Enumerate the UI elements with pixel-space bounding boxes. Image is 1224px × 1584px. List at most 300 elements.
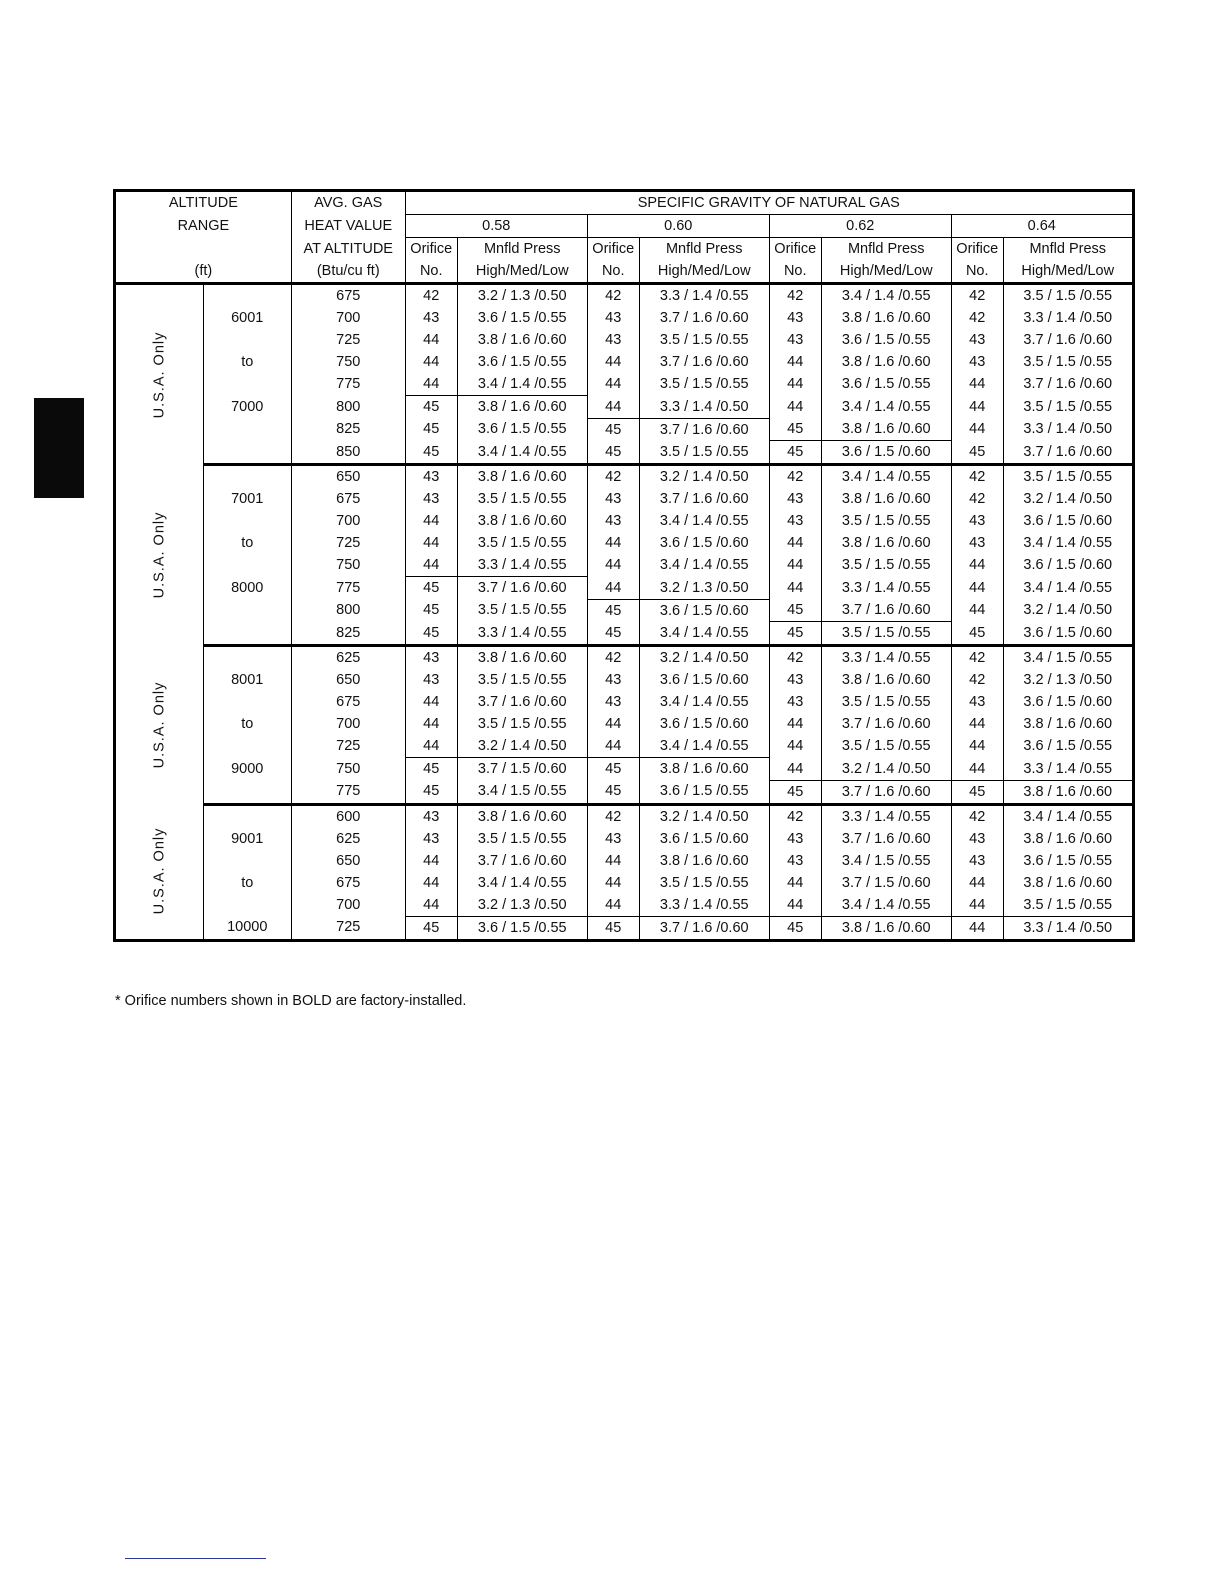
orifice-number-cell: 44 [769, 872, 821, 894]
manifold-pressure-cell: 3.6 / 1.5 /0.60 [639, 669, 769, 691]
manifold-pressure-cell: 3.3 / 1.4 /0.50 [1003, 916, 1133, 940]
table-row [115, 894, 1134, 917]
orifice-number-cell: 44 [405, 872, 457, 894]
orifice-number-cell: 44 [405, 329, 457, 351]
manifold-pressure-cell: 3.6 / 1.5 /0.60 [1003, 622, 1133, 646]
manifold-pressure-cell: 3.7 / 1.6 /0.60 [1003, 441, 1133, 465]
press-sub-label: High/Med/Low [457, 260, 587, 284]
manifold-pressure-cell: 3.4 / 1.4 /0.55 [821, 396, 951, 419]
orifice-number-cell: 43 [951, 532, 1003, 554]
manifold-pressure-cell: 3.3 / 1.4 /0.50 [1003, 307, 1133, 329]
manifold-pressure-cell: 3.6 / 1.5 /0.55 [821, 329, 951, 351]
manifold-pressure-cell: 3.8 / 1.6 /0.60 [821, 351, 951, 373]
altitude-range-cell [203, 510, 291, 532]
altitude-range-cell: 8000 [203, 577, 291, 600]
manifold-pressure-cell: 3.6 / 1.5 /0.55 [457, 351, 587, 373]
orifice-number-cell: 45 [769, 780, 821, 804]
orifice-number-cell: 45 [587, 418, 639, 441]
orifice-number-cell: 44 [769, 532, 821, 554]
altitude-range-cell [203, 622, 291, 646]
press-sub-label: High/Med/Low [1003, 260, 1133, 284]
heat-value-cell: 800 [291, 599, 405, 622]
manifold-pressure-cell: 3.6 / 1.5 /0.60 [639, 599, 769, 622]
orifice-number-cell: 45 [587, 780, 639, 804]
region-label [115, 646, 204, 805]
orifice-number-cell: 44 [405, 373, 457, 396]
altitude-range-cell [203, 735, 291, 758]
orifice-number-cell: 45 [405, 758, 457, 781]
manifold-pressure-cell: 3.4 / 1.4 /0.55 [457, 441, 587, 465]
manifold-pressure-cell: 3.3 / 1.4 /0.55 [639, 284, 769, 308]
orifice-number-cell: 44 [405, 735, 457, 758]
orifice-number-cell: 44 [587, 850, 639, 872]
manifold-pressure-cell: 3.6 / 1.5 /0.60 [639, 713, 769, 735]
orifice-number-cell: 43 [405, 307, 457, 329]
table-row [115, 804, 1134, 828]
manifold-pressure-cell: 3.5 / 1.5 /0.55 [639, 441, 769, 465]
manifold-pressure-cell: 3.6 / 1.5 /0.60 [1003, 510, 1133, 532]
region-label [115, 284, 204, 465]
orifice-number-cell: 44 [405, 554, 457, 577]
manifold-pressure-cell: 3.8 / 1.6 /0.60 [821, 532, 951, 554]
orifice-number-cell: 44 [951, 599, 1003, 622]
manifold-pressure-cell: 3.3 / 1.4 /0.55 [639, 894, 769, 917]
orifice-number-cell: 44 [769, 554, 821, 577]
manifold-pressure-cell: 3.4 / 1.5 /0.55 [457, 780, 587, 804]
table-row [115, 599, 1134, 622]
manifold-pressure-cell: 3.8 / 1.6 /0.60 [821, 488, 951, 510]
orifice-number-cell: 44 [769, 396, 821, 419]
heat-value-cell: 775 [291, 780, 405, 804]
orifice-number-cell: 43 [769, 510, 821, 532]
table-row [115, 850, 1134, 872]
manifold-pressure-cell: 3.4 / 1.5 /0.55 [1003, 646, 1133, 670]
heat-value-cell: 700 [291, 713, 405, 735]
altitude-range-cell: to [203, 713, 291, 735]
orifice-number-cell: 45 [405, 916, 457, 940]
orifice-number-cell: 44 [951, 373, 1003, 396]
manifold-pressure-cell: 3.2 / 1.4 /0.50 [639, 804, 769, 828]
heat-value-cell: 700 [291, 510, 405, 532]
table-row [115, 691, 1134, 713]
orifice-number-cell: 44 [951, 396, 1003, 419]
orifice-number-cell: 43 [769, 691, 821, 713]
manifold-pressure-cell: 3.7 / 1.5 /0.60 [457, 758, 587, 781]
manifold-pressure-cell: 3.7 / 1.6 /0.60 [639, 351, 769, 373]
sg-value-058: 0.58 [405, 215, 587, 238]
manifold-pressure-cell: 3.7 / 1.6 /0.60 [821, 713, 951, 735]
orifice-number-cell: 45 [405, 622, 457, 646]
orifice-number-cell: 44 [769, 735, 821, 758]
orifice-number-cell: 44 [951, 554, 1003, 577]
altitude-range-cell [203, 418, 291, 441]
footnote: * Orifice numbers shown in BOLD are factory-installed. [115, 993, 467, 1009]
orifice-number-cell: 42 [951, 646, 1003, 670]
heat-value-cell: 625 [291, 828, 405, 850]
manifold-pressure-cell: 3.2 / 1.3 /0.50 [639, 577, 769, 600]
orifice-number-cell: 45 [405, 599, 457, 622]
manifold-pressure-cell: 3.2 / 1.3 /0.50 [457, 284, 587, 308]
orifice-number-cell: 44 [769, 373, 821, 396]
manifold-pressure-cell: 3.6 / 1.5 /0.55 [457, 916, 587, 940]
orifice-number-cell: 45 [951, 622, 1003, 646]
orifice-number-cell: 43 [951, 850, 1003, 872]
heat-value-cell: 750 [291, 351, 405, 373]
orifice-number-cell: 44 [405, 351, 457, 373]
heat-value-cell: 700 [291, 894, 405, 917]
orifice-number-cell: 45 [405, 418, 457, 441]
heat-value-cell: 750 [291, 758, 405, 781]
manifold-pressure-cell: 3.5 / 1.5 /0.55 [457, 828, 587, 850]
orifice-number-cell: 44 [587, 577, 639, 600]
orifice-number-cell: 42 [587, 284, 639, 308]
manifold-pressure-cell: 3.4 / 1.4 /0.55 [639, 510, 769, 532]
manifold-pressure-cell: 3.8 / 1.6 /0.60 [821, 669, 951, 691]
orifice-number-cell: 42 [769, 284, 821, 308]
orifice-no-label: No. [769, 260, 821, 284]
orifice-number-cell: 45 [405, 441, 457, 465]
orifice-number-cell: 45 [405, 396, 457, 419]
manifold-pressure-cell: 3.7 / 1.6 /0.60 [821, 599, 951, 622]
heat-value-header-units: (Btu/cu ft) [291, 260, 405, 284]
orifice-number-cell: 44 [587, 735, 639, 758]
heat-value-cell: 675 [291, 691, 405, 713]
manifold-pressure-cell: 3.7 / 1.6 /0.60 [639, 418, 769, 441]
orifice-number-cell: 44 [951, 418, 1003, 441]
press-label: Mnfld Press [821, 238, 951, 261]
manifold-pressure-cell: 3.3 / 1.4 /0.55 [457, 622, 587, 646]
orifice-number-cell: 43 [769, 329, 821, 351]
manifold-pressure-cell: 3.5 / 1.5 /0.55 [1003, 284, 1133, 308]
altitude-range-cell [203, 599, 291, 622]
orifice-label: Orifice [951, 238, 1003, 261]
manifold-pressure-cell: 3.4 / 1.4 /0.55 [1003, 532, 1133, 554]
altitude-range-cell [203, 441, 291, 465]
manifold-pressure-cell: 3.2 / 1.4 /0.50 [821, 758, 951, 781]
sg-value-060: 0.60 [587, 215, 769, 238]
manifold-pressure-cell: 3.7 / 1.6 /0.60 [457, 850, 587, 872]
manifold-pressure-cell: 3.5 / 1.5 /0.55 [457, 488, 587, 510]
orifice-number-cell: 45 [405, 577, 457, 600]
manifold-pressure-cell: 3.4 / 1.4 /0.55 [821, 465, 951, 489]
altitude-range-cell [203, 284, 291, 308]
orifice-number-cell: 42 [951, 669, 1003, 691]
manifold-pressure-cell: 3.6 / 1.5 /0.55 [457, 418, 587, 441]
manifold-pressure-cell: 3.8 / 1.6 /0.60 [1003, 872, 1133, 894]
manifold-pressure-cell: 3.2 / 1.4 /0.50 [1003, 599, 1133, 622]
orifice-number-cell: 43 [405, 804, 457, 828]
orifice-number-cell: 45 [769, 418, 821, 441]
orifice-number-cell: 44 [587, 554, 639, 577]
orifice-number-cell: 43 [405, 465, 457, 489]
table-row [115, 532, 1134, 554]
orifice-number-cell: 44 [587, 351, 639, 373]
manifold-pressure-cell: 3.7 / 1.6 /0.60 [821, 828, 951, 850]
manifold-pressure-cell: 3.5 / 1.5 /0.55 [821, 691, 951, 713]
manifold-pressure-cell: 3.8 / 1.6 /0.60 [457, 465, 587, 489]
orifice-no-label: No. [587, 260, 639, 284]
sg-value-064: 0.64 [951, 215, 1133, 238]
manifold-pressure-cell: 3.4 / 1.4 /0.55 [1003, 804, 1133, 828]
heat-value-cell: 650 [291, 669, 405, 691]
altitude-range-cell [203, 780, 291, 804]
manifold-pressure-cell: 3.8 / 1.6 /0.60 [821, 916, 951, 940]
orifice-number-cell: 42 [769, 804, 821, 828]
heat-value-cell: 800 [291, 396, 405, 419]
heat-value-cell: 750 [291, 554, 405, 577]
manifold-pressure-cell: 3.3 / 1.4 /0.55 [821, 646, 951, 670]
heat-value-cell: 825 [291, 418, 405, 441]
table-row [115, 758, 1134, 781]
altitude-range-cell: 10000 [203, 916, 291, 940]
orifice-number-cell: 44 [405, 510, 457, 532]
manifold-pressure-cell: 3.6 / 1.5 /0.55 [1003, 850, 1133, 872]
manifold-pressure-cell: 3.3 / 1.4 /0.55 [457, 554, 587, 577]
altitude-range-cell: to [203, 532, 291, 554]
heat-value-cell: 825 [291, 622, 405, 646]
manifold-pressure-cell: 3.6 / 1.5 /0.60 [1003, 554, 1133, 577]
manifold-pressure-cell: 3.4 / 1.4 /0.55 [821, 284, 951, 308]
manifold-pressure-cell: 3.2 / 1.4 /0.50 [639, 646, 769, 670]
manifold-pressure-cell: 3.5 / 1.5 /0.55 [457, 713, 587, 735]
manifold-pressure-cell: 3.3 / 1.4 /0.55 [821, 577, 951, 600]
manifold-pressure-cell: 3.8 / 1.6 /0.60 [1003, 780, 1133, 804]
table-row [115, 373, 1134, 396]
table-row [115, 396, 1134, 419]
altitude-range-cell: to [203, 351, 291, 373]
orifice-number-cell: 43 [587, 691, 639, 713]
altitude-range-cell [203, 646, 291, 670]
manifold-pressure-cell: 3.7 / 1.6 /0.60 [639, 307, 769, 329]
orifice-number-cell: 44 [405, 850, 457, 872]
orifice-number-cell: 43 [587, 329, 639, 351]
altitude-range-cell [203, 554, 291, 577]
orifice-number-cell: 42 [951, 488, 1003, 510]
orifice-number-cell: 44 [405, 691, 457, 713]
table-row [115, 916, 1134, 940]
press-label: Mnfld Press [457, 238, 587, 261]
orifice-number-cell: 43 [769, 669, 821, 691]
orifice-number-cell: 45 [769, 916, 821, 940]
altitude-range-cell [203, 850, 291, 872]
orifice-label: Orifice [769, 238, 821, 261]
press-label: Mnfld Press [1003, 238, 1133, 261]
altitude-header-line2: RANGE [115, 215, 292, 238]
press-sub-label: High/Med/Low [821, 260, 951, 284]
altitude-range-cell [203, 804, 291, 828]
heat-value-cell: 725 [291, 532, 405, 554]
orifice-number-cell: 43 [405, 828, 457, 850]
manifold-pressure-cell: 3.8 / 1.6 /0.60 [457, 329, 587, 351]
manifold-pressure-cell: 3.6 / 1.5 /0.60 [821, 441, 951, 465]
orifice-number-cell: 45 [405, 780, 457, 804]
orifice-number-cell: 43 [769, 828, 821, 850]
orifice-number-cell: 44 [405, 894, 457, 917]
manifold-pressure-cell: 3.7 / 1.6 /0.60 [1003, 373, 1133, 396]
manifold-pressure-cell: 3.6 / 1.5 /0.60 [1003, 691, 1133, 713]
table-row [115, 622, 1134, 646]
heat-value-cell: 600 [291, 804, 405, 828]
altitude-range-cell [203, 691, 291, 713]
manifold-pressure-cell: 3.5 / 1.5 /0.55 [1003, 894, 1133, 917]
orifice-number-cell: 43 [951, 329, 1003, 351]
manifold-pressure-cell: 3.5 / 1.5 /0.55 [457, 669, 587, 691]
heat-value-cell: 625 [291, 646, 405, 670]
manifold-pressure-cell: 3.7 / 1.6 /0.60 [1003, 329, 1133, 351]
manifold-pressure-cell: 3.4 / 1.4 /0.55 [457, 373, 587, 396]
specific-gravity-title: SPECIFIC GRAVITY OF NATURAL GAS [405, 191, 1133, 215]
orifice-number-cell: 43 [769, 307, 821, 329]
manifold-pressure-cell: 3.8 / 1.6 /0.60 [1003, 828, 1133, 850]
manifold-pressure-cell: 3.5 / 1.5 /0.55 [1003, 396, 1133, 419]
altitude-header-units: (ft) [115, 260, 292, 284]
manifold-pressure-cell: 3.6 / 1.5 /0.55 [457, 307, 587, 329]
manifold-pressure-cell: 3.7 / 1.6 /0.60 [457, 691, 587, 713]
orifice-number-cell: 43 [769, 850, 821, 872]
orifice-number-cell: 44 [951, 872, 1003, 894]
section-tab-marker [34, 398, 84, 498]
manifold-pressure-cell: 3.2 / 1.3 /0.50 [457, 894, 587, 917]
table-row [115, 713, 1134, 735]
orifice-number-cell: 44 [951, 713, 1003, 735]
manifold-pressure-cell: 3.5 / 1.5 /0.55 [821, 510, 951, 532]
orifice-number-cell: 44 [587, 894, 639, 917]
altitude-range-cell: 7001 [203, 488, 291, 510]
press-label: Mnfld Press [639, 238, 769, 261]
table-row [115, 669, 1134, 691]
orifice-number-cell: 43 [405, 646, 457, 670]
orifice-number-cell: 45 [769, 599, 821, 622]
altitude-range-cell [203, 373, 291, 396]
manifold-pressure-cell: 3.8 / 1.6 /0.60 [821, 418, 951, 441]
table-body [115, 284, 1134, 941]
orifice-number-cell: 44 [587, 396, 639, 419]
heat-value-cell: 675 [291, 872, 405, 894]
orifice-number-cell: 43 [587, 510, 639, 532]
altitude-range-cell [203, 894, 291, 917]
table-row [115, 441, 1134, 465]
heat-value-header-line3: AT ALTITUDE [291, 238, 405, 261]
region-label [115, 804, 204, 940]
region-label-text: U.S.A. Only [151, 331, 168, 419]
heat-value-cell: 850 [291, 441, 405, 465]
orifice-number-cell: 45 [951, 441, 1003, 465]
altitude-range-cell [203, 329, 291, 351]
manifold-pressure-cell: 3.4 / 1.5 /0.55 [821, 850, 951, 872]
orifice-number-cell: 45 [769, 622, 821, 646]
orifice-number-cell: 43 [587, 828, 639, 850]
orifice-number-cell: 43 [587, 669, 639, 691]
manifold-pressure-cell: 3.6 / 1.5 /0.60 [639, 828, 769, 850]
region-label-text: U.S.A. Only [151, 681, 168, 769]
manifold-pressure-cell: 3.7 / 1.6 /0.60 [639, 916, 769, 940]
heat-value-cell: 725 [291, 329, 405, 351]
table-row [115, 554, 1134, 577]
heat-value-cell: 700 [291, 307, 405, 329]
orifice-number-cell: 45 [951, 780, 1003, 804]
manifold-pressure-cell: 3.6 / 1.5 /0.60 [639, 532, 769, 554]
table-row [115, 329, 1134, 351]
table-row [115, 488, 1134, 510]
manifold-pressure-cell: 3.8 / 1.6 /0.60 [639, 850, 769, 872]
manifold-pressure-cell: 3.2 / 1.4 /0.50 [639, 465, 769, 489]
orifice-number-cell: 44 [769, 758, 821, 781]
manifold-pressure-cell: 3.5 / 1.5 /0.55 [639, 872, 769, 894]
orifice-number-cell: 44 [951, 894, 1003, 917]
orifice-number-cell: 44 [951, 916, 1003, 940]
table-row [115, 577, 1134, 600]
orifice-number-cell: 45 [587, 599, 639, 622]
manifold-pressure-cell: 3.2 / 1.3 /0.50 [1003, 669, 1133, 691]
orifice-number-cell: 42 [587, 804, 639, 828]
manifold-pressure-cell: 3.5 / 1.5 /0.55 [1003, 351, 1133, 373]
orifice-number-cell: 43 [951, 828, 1003, 850]
altitude-range-cell: 6001 [203, 307, 291, 329]
orifice-label: Orifice [405, 238, 457, 261]
altitude-range-cell: 7000 [203, 396, 291, 419]
orifice-number-cell: 43 [405, 669, 457, 691]
manifold-pressure-cell: 3.5 / 1.5 /0.55 [1003, 465, 1133, 489]
table-row [115, 465, 1134, 489]
manifold-pressure-cell: 3.7 / 1.5 /0.60 [821, 872, 951, 894]
footer-rule [125, 1558, 266, 1559]
orifice-number-cell: 44 [769, 577, 821, 600]
table-row [115, 780, 1134, 804]
manifold-pressure-cell: 3.8 / 1.6 /0.60 [1003, 713, 1133, 735]
manifold-pressure-cell: 3.3 / 1.4 /0.55 [821, 804, 951, 828]
manifold-pressure-cell: 3.4 / 1.4 /0.55 [821, 894, 951, 917]
orifice-number-cell: 42 [951, 465, 1003, 489]
orifice-number-cell: 43 [405, 488, 457, 510]
manifold-pressure-cell: 3.3 / 1.4 /0.50 [1003, 418, 1133, 441]
manifold-pressure-cell: 3.5 / 1.5 /0.55 [821, 554, 951, 577]
manifold-pressure-cell: 3.7 / 1.6 /0.60 [639, 488, 769, 510]
altitude-range-cell: to [203, 872, 291, 894]
press-sub-label: High/Med/Low [639, 260, 769, 284]
heat-value-cell: 650 [291, 850, 405, 872]
orifice-number-cell: 44 [769, 894, 821, 917]
orifice-number-cell: 44 [405, 713, 457, 735]
orifice-number-cell: 44 [587, 713, 639, 735]
table-row [115, 510, 1134, 532]
manifold-pressure-cell: 3.3 / 1.4 /0.50 [639, 396, 769, 419]
region-label-text: U.S.A. Only [151, 827, 168, 915]
orifice-pressure-table [113, 189, 1135, 942]
orifice-number-cell: 43 [769, 488, 821, 510]
orifice-number-cell: 44 [951, 577, 1003, 600]
orifice-number-cell: 45 [587, 622, 639, 646]
altitude-range-cell: 9000 [203, 758, 291, 781]
manifold-pressure-cell: 3.5 / 1.5 /0.55 [639, 329, 769, 351]
manifold-pressure-cell: 3.7 / 1.6 /0.60 [821, 780, 951, 804]
manifold-pressure-cell: 3.8 / 1.6 /0.60 [457, 396, 587, 419]
table-row [115, 418, 1134, 441]
manifold-pressure-cell: 3.5 / 1.5 /0.55 [821, 622, 951, 646]
altitude-range-cell [203, 465, 291, 489]
orifice-number-cell: 42 [405, 284, 457, 308]
manifold-pressure-cell: 3.8 / 1.6 /0.60 [821, 307, 951, 329]
manifold-pressure-cell: 3.4 / 1.4 /0.55 [639, 735, 769, 758]
manifold-pressure-cell: 3.8 / 1.6 /0.60 [639, 758, 769, 781]
heat-value-cell: 675 [291, 488, 405, 510]
manifold-pressure-cell: 3.5 / 1.5 /0.55 [639, 373, 769, 396]
altitude-header-line3 [115, 238, 292, 261]
orifice-number-cell: 45 [587, 916, 639, 940]
orifice-number-cell: 42 [951, 804, 1003, 828]
altitude-range-cell: 9001 [203, 828, 291, 850]
orifice-number-cell: 44 [951, 758, 1003, 781]
manifold-pressure-cell: 3.6 / 1.5 /0.55 [639, 780, 769, 804]
